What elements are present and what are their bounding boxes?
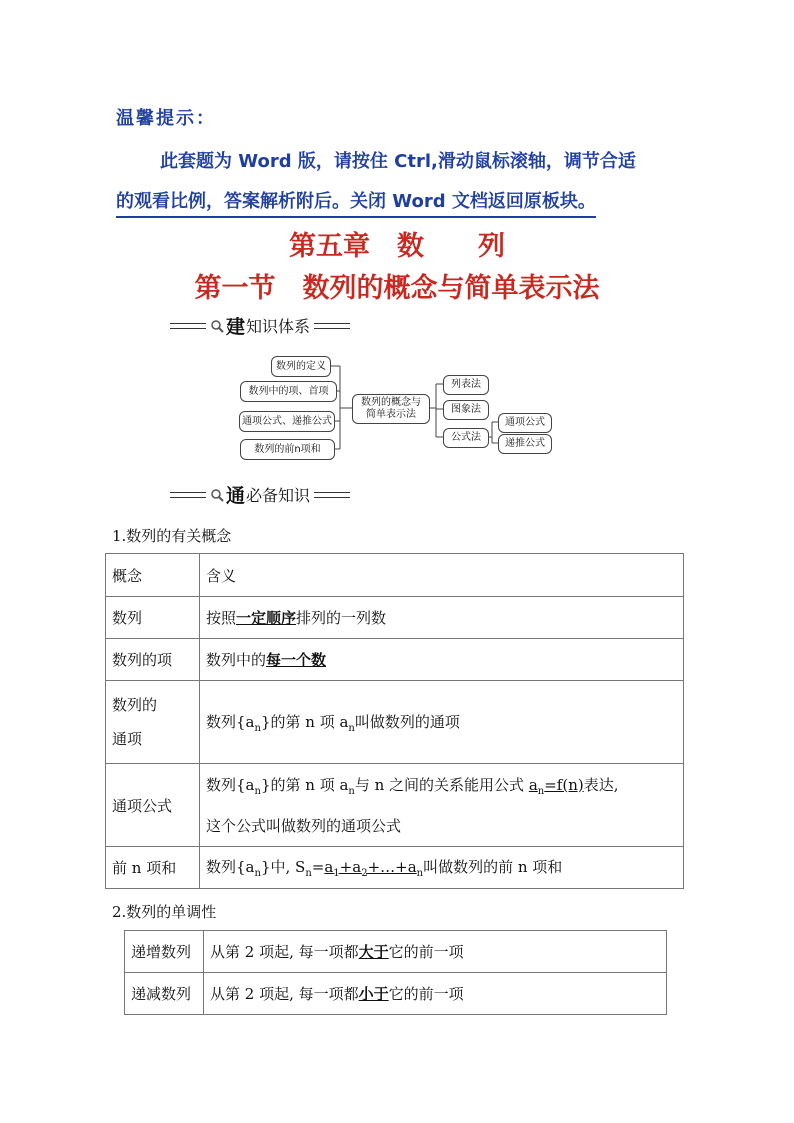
header-meaning: 含义	[200, 554, 684, 597]
table-row	[106, 639, 684, 681]
key-phrase: 大于	[358, 943, 389, 961]
magnifier-icon	[210, 488, 224, 502]
mindmap-node-formula: 公式法	[443, 428, 489, 448]
banner-rule-left	[170, 492, 206, 498]
key-phrase: 每一个数	[266, 651, 327, 669]
row-meaning: 数列中的每一个数	[200, 639, 684, 681]
tip-line-1: 此套题为 Word 版，请按住 Ctrl,滑动鼠标滚轴，调节合适	[160, 151, 636, 172]
banner-label: 必备知识	[246, 486, 311, 505]
table-row	[106, 681, 684, 764]
row-term: 递增数列	[125, 931, 204, 973]
section-title: 第一节 数列的概念与简单表示法	[194, 273, 600, 304]
table-row	[106, 847, 684, 889]
row-meaning: 数列$\{a_n\}$的第 n 项 $a_n$叫做数列的通项	[200, 681, 684, 764]
chapter-title: 第五章 数 列	[289, 231, 505, 262]
row-term: 前 n 项和	[106, 847, 200, 889]
table-row	[106, 597, 684, 639]
row-meaning: 从第 2 项起, 每一项都小于它的前一项	[204, 973, 667, 1015]
banner-glyph: 通	[226, 485, 246, 507]
formula: $a_n=f(n)$	[528, 775, 584, 797]
section2-heading: 2.数列的单调性	[112, 903, 217, 921]
row-meaning: 从第 2 项起, 每一项都大于它的前一项	[204, 931, 667, 973]
table-header-row	[106, 554, 684, 597]
table-row	[106, 764, 684, 847]
formula: $a_1+a_2+\dots+a_n$	[324, 858, 424, 879]
header-concept: 概念	[106, 554, 200, 597]
banner-label: 知识体系	[246, 317, 311, 336]
table-row	[125, 973, 667, 1015]
mindmap-node-terms: 数列中的项、首项	[240, 381, 337, 402]
mindmap-node-general-term: 通项公式	[498, 413, 552, 433]
mindmap-node-partial-sum: 数列的前n项和	[240, 439, 335, 460]
row-term: 数列的 通项	[106, 681, 200, 764]
mindmap-node-recursive: 递推公式	[498, 434, 552, 454]
mindmap-node-formulas: 通项公式、递推公式	[239, 411, 335, 432]
row-term: 通项公式	[106, 764, 200, 847]
banner-rule-right	[314, 492, 350, 498]
concepts-table	[105, 553, 684, 889]
key-phrase: 小于	[358, 985, 389, 1003]
key-phrase: 一定顺序	[236, 609, 297, 627]
banner-essential-knowledge	[170, 481, 350, 508]
section1-heading: 1.数列的有关概念	[112, 527, 232, 545]
row-meaning: 数列$\{a_n\}$中, $S_n=a_1+a_2+\dots+a_n$叫做数列的前 n 项和	[200, 847, 684, 889]
banner-glyph: 建	[226, 316, 246, 338]
row-meaning: 数列$\{a_n\}$的第 n 项 $a_n$与 n 之间的关系能用公式 $a_n=f(n)$表达, 这个公式叫做数列的通项公式	[200, 764, 684, 847]
row-term: 数列	[106, 597, 200, 639]
row-term: 数列的项	[106, 639, 200, 681]
mindmap-node-center: 数列的概念与简单表示法	[352, 394, 430, 424]
mindmap-node-graph: 图象法	[443, 400, 489, 420]
table-row	[125, 931, 667, 973]
row-meaning: 按照一定顺序排列的一列数	[200, 597, 684, 639]
row-term: 递减数列	[125, 973, 204, 1015]
tip-title: 温馨提示：	[116, 108, 216, 129]
tip-line-2: 的观看比例，答案解析附后。关闭 Word 文档返回原板块。	[116, 187, 596, 218]
monotonicity-table	[124, 930, 667, 1015]
mindmap-node-definition: 数列的定义	[271, 356, 331, 377]
mindmap-node-table: 列表法	[443, 375, 489, 395]
